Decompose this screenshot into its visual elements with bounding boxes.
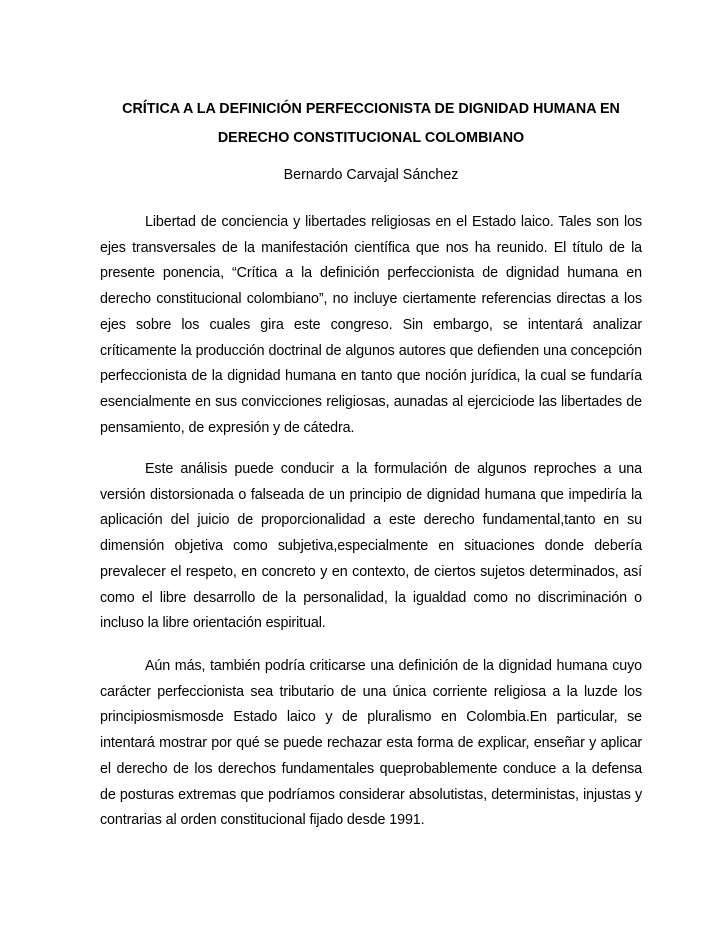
document-title: CRÍTICA A LA DEFINICIÓN PERFECCIONISTA DE DIGNIDAD HUMANA EN DERECHO CONSTITUCIONAL COLOMBIANO: [122, 101, 620, 146]
body-paragraph: Aún más, también podría criticarse una definición de la dignidad humana cuyo carácter perfeccionista sea tributario de una única corriente religiosa a la luzde los principiosmismosde Estado laico y de pluralismo en Colombia.En particular, se intentará mostrar por qué se puede rechazar esta forma de explicar, enseñar y aplicar el derecho de los derechos fundamentales queprobablemente conduce a la defensa de posturas extremas que podríamos considerar absolutistas, deterministas, injustas y contrarias al orden constitucional fijado desde 1991.: [100, 658, 642, 829]
document-author: Bernardo Carvajal Sánchez: [283, 167, 459, 183]
body-paragraph: Libertad de conciencia y libertades religiosas en el Estado laico. Tales son los ejes transversales de la manifestación científica que nos ha reunido. El título de la presente ponencia, “Crítica a la definición perfeccionista de dignidad humana en derecho constitucional colombiano”, no incluye ciertamente referencias directas a los ejes sobre los cuales gira este congreso. Sin embargo, se intentará analizar críticamente la producción doctrinal de algunos autores que defienden una concepción perfeccionista de la dignidad humana en tanto que noción jurídica, la cual se fundaría esencialmente en sus convicciones religiosas, aunadas al ejerciciode las libertades de pensamiento, de expresión y de cátedra.: [100, 214, 642, 436]
body-paragraph: Este análisis puede conducir a la formulación de algunos reproches a una versión distorsionada o falseada de un principio de dignidad humana que impediría la aplicación del juicio de proporcionalidad a este derecho fundamental,tanto en su dimensión objetiva como subjetiva,especialmente en situaciones donde debería prevalecer el respeto, en concreto y en contexto, de ciertos sujetos determinados, así como el libre desarrollo de la personalidad, la igualdad como no discriminación o incluso la libre orientación espiritual.: [100, 461, 642, 632]
